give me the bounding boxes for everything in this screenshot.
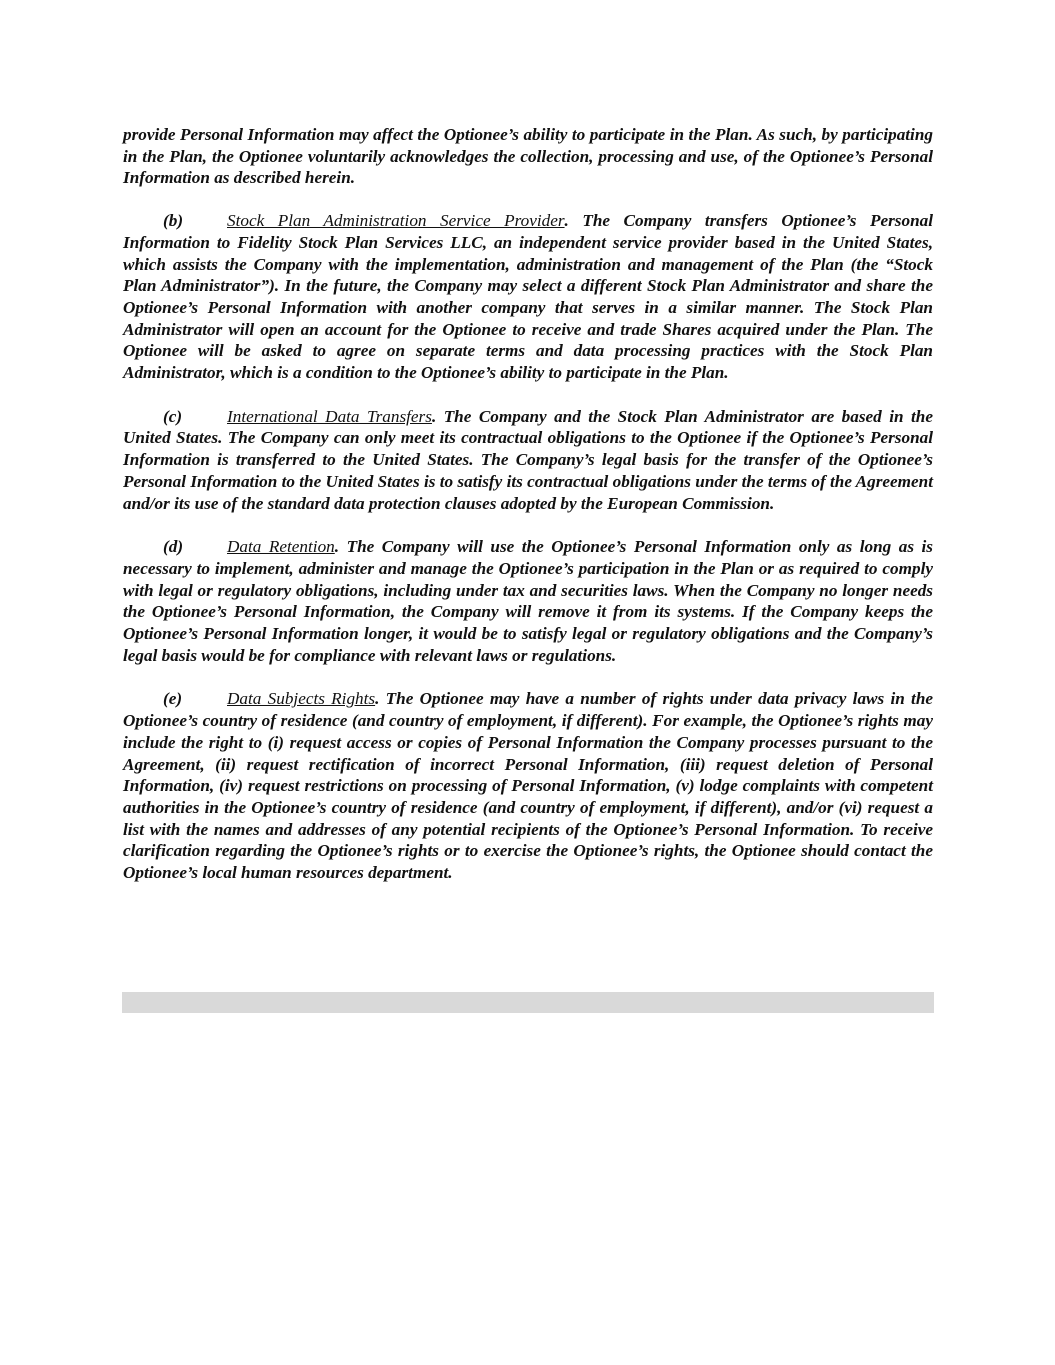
section-d xyxy=(123,536,933,666)
section-b xyxy=(123,210,933,384)
heading-terminator: . xyxy=(431,406,437,426)
section-heading: Data Subjects Rights xyxy=(227,689,376,709)
section-c xyxy=(123,406,933,515)
section-body: The Company will use the Optionee’s Personal Information only as long as is necessary to implement, administer and manage the Optionee’s participation in the Plan or as required to comply with legal or regulatory obligations, including under tax and securities laws. When the Company no longer needs the Optionee’s Personal Information, the Company will remove it from its systems. If the Company keeps the Optionee’s Personal Information longer, it would be to satisfy legal or regulatory obligations and the Company’s legal basis would be for compliance with relevant laws or regulations. xyxy=(123,537,933,665)
section-heading: Stock Plan Administration Service Provider xyxy=(227,211,565,231)
document-page xyxy=(123,124,933,906)
section-marker: (e) xyxy=(163,689,183,709)
section-e xyxy=(123,688,933,883)
section-heading: Data Retention xyxy=(227,537,335,557)
section-marker: (d) xyxy=(163,537,184,557)
section-marker: (c) xyxy=(163,406,183,426)
heading-terminator: . xyxy=(375,689,380,709)
shaded-divider-bar xyxy=(122,992,934,1013)
section-body: The Company transfers Optionee’s Personal Information to Fidelity Stock Plan Services LLC, an independent service provider based in the United States, which assists the Company with the implementation, administration and management of the Plan (the “Stock Plan Administrator”). In the future, the Company may select a different Stock Plan Administrator and share the Optionee’s Personal Information with another company that serves in a similar manner. The Stock Plan Administrator will open an account for the Optionee to receive and trade Shares acquired under the Plan. The Optionee will be asked to agree on separate terms and data processing practices with the Stock Plan Administrator, which is a condition to the Optionee’s ability to participate in the Plan. xyxy=(123,211,933,383)
section-heading: International Data Transfers xyxy=(227,406,432,426)
heading-terminator: . xyxy=(564,211,569,231)
heading-terminator: . xyxy=(334,537,340,557)
section-body: The Optionee may have a number of rights under data privacy laws in the Optionee’s country of residence (and country of employment, if different). For example, the Optionee’s rights may include the right to (i) request access or copies of Personal Information the Company processes pursuant to the Agreement, (ii) request rectification of incorrect Personal Information, (iii) request deletion of Personal Information, (iv) request restrictions on processing of Personal Information, (v) lodge complaints with competent authorities in the Optionee’s country of residence (and country of employment, if different), and/or (vi) request a list with the names and addresses of any potential recipients of the Optionee’s Personal Information. To receive clarification regarding the Optionee’s rights or to exercise the Optionee’s rights, the Optionee should contact the Optionee’s local human resources department. xyxy=(123,689,934,883)
section-body: The Company and the Stock Plan Administrator are based in the United States. The Company can only meet its contractual obligations to the Optionee if the Optionee’s Personal Information is transferred to the United States. The Company’s legal basis for the transfer of the Optionee’s Personal Information to the United States is to satisfy its contractual obligations under the terms of the Agreement and/or its use of the standard data protection clauses adopted by the European Commission. xyxy=(123,406,933,513)
intro-paragraph: provide Personal Information may affect the Optionee’s ability to participate in the Plan. As such, by participating in the Plan, the Optionee voluntarily acknowledges the collection, processing and use, of the Optionee’s Personal Information as described herein. xyxy=(123,125,933,188)
section-marker: (b) xyxy=(163,211,184,231)
